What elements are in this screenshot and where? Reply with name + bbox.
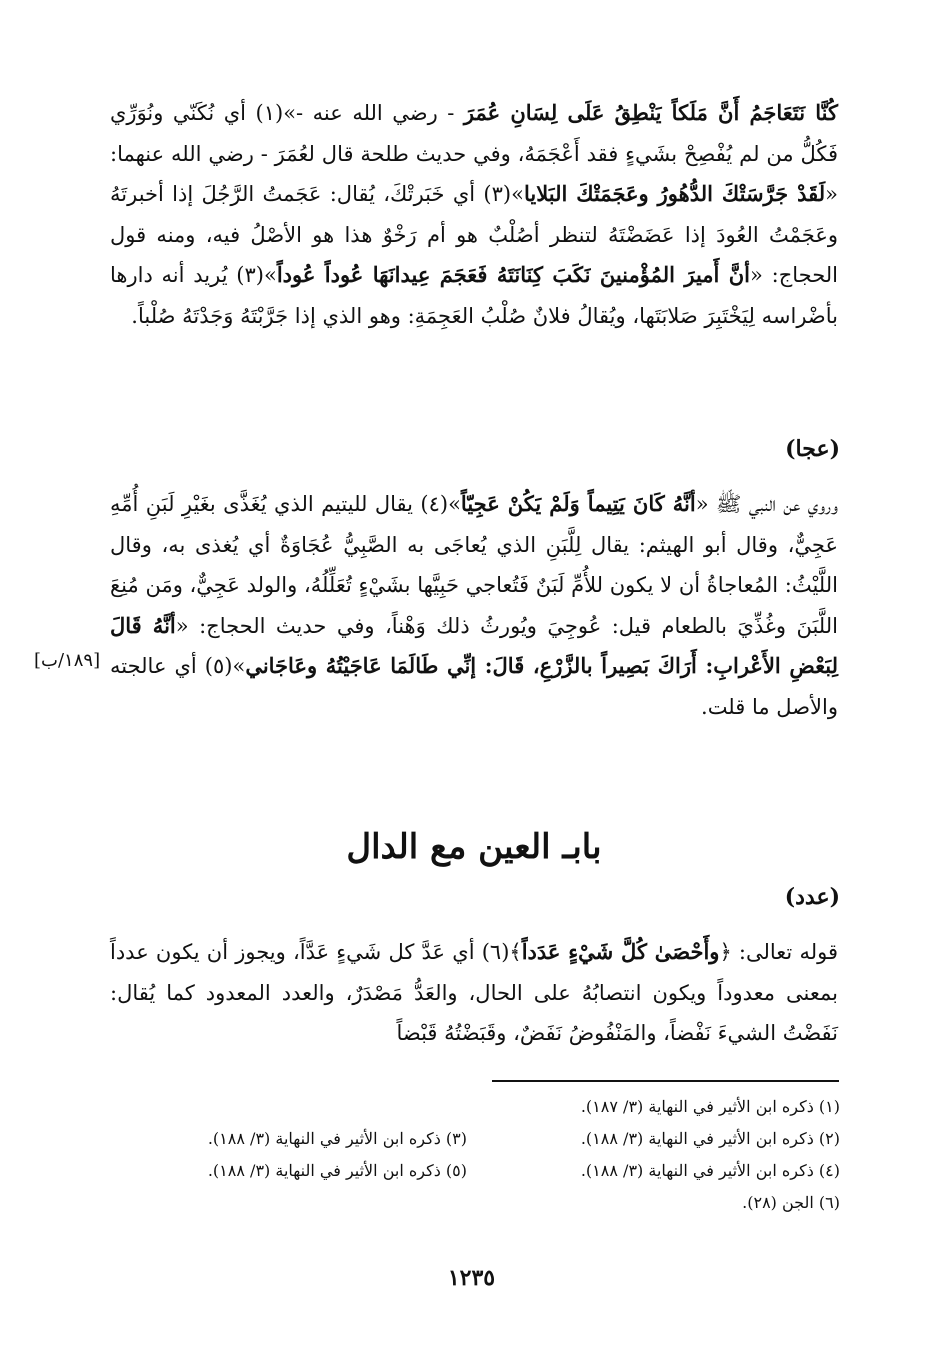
text-block-ajam [110,93,838,337]
footnote-2: (٢) ذكره ابن الأثير في النهاية (٣/ ١٨٨). [580,1129,840,1148]
body-text: - رضي الله عنه -»(١) أي نُكَنّي ونُوَرِّي فَكُلُّ من لم يُفْصِحْ بشَيءٍ فقد أَعْجَمَهُ، وفي حديث طلحة قال لعُمَرَ - رضي الله عنهما: « [110,101,838,207]
paragraph-adad [110,932,838,1054]
footnote-6: (٦) الجن (٢٨). [742,1193,840,1212]
paragraph-aja [110,484,838,728]
quoted-text: لَقَدْ جَرَّسَتْكَ الدُّهُورُ وعَجَمَتْكَ البَلايا [523,181,826,207]
quoted-text: أنَّهُ كَانَ يَتِيماً وَلَمْ يَكُنْ عَجِيّاً [460,491,696,516]
margin-folio-note: [١٨٩/ب] [34,650,101,671]
footnote-separator [492,1080,839,1082]
text-block-adad [110,932,838,1054]
footnote-1: (١) ذكره ابن الأثير في النهاية (٣/ ١٨٧). [580,1097,840,1116]
body-text: »(٣) يُريد أنه دارها بأضْراسه لِيَخْتَبِرَ صَلابَتَها، ويُقالُ فلانٌ صُلْبُ العَجِمَةِ: وهو الذي إذا جَرَّبْتَهُ وَجَدْتَهُ صُلْباً. [110,263,838,328]
body-text: وروي عن النبي ﷺ « [695,492,838,516]
footnote-4: (٤) ذكره ابن الأثير في النهاية (٣/ ١٨٨). [580,1161,840,1180]
body-text: »(٣) أي خَبَرتْكَ، يُقال: عَجَمتُ الرَّجُلَ إذا أخبرتَهُ وعَجَمْتُ العُودَ إذا عَضَضْتَهُ لتنظر أصُلْبٌ هو أم رَخْوٌ هذا هو الأصْلُ فيه، ومنه قول الحجاج: « [110,182,838,288]
quoted-text: وأَحْصَىٰ كُلَّ شَيْءٍ عَدَداً [521,939,720,964]
body-text: »(٤) يقال لليتيم الذي يُغَذَّى بغَيْرِ لَبَنِ أُمِّهِ عَجِيٌّ، وقال أبو الهيثم: يقال لِلَّبَنِ الذي يُعاجَى به الصَّبِيُّ عُجَاوَةٌ أي يُغذى به، وقال اللَّيْثُ: المُعاجاةُ أن لا يكون للأُمِّ لَبَنٌ فَتُعاجي حَبِيَّها بشَيْءٍ تُعَلِّلُهُ، والولد عَجِيٌّ، ومَن مُنِعَ اللَّبَنَ وغُذِّيَ بالطعام قيل: عُوجِيَ ويُورثُ ذلك وَهْناً، وفي حديث الحجاج: « [110,492,838,638]
body-text: قوله تعالى: ﴿ [719,940,838,964]
quoted-text: أنَّ أَميرَ المُؤْمنينَ نَكَبَ كِنَانَتَهُ فَعَجَمَ عِيدانَهَا عُوداً عُوداً [276,262,751,288]
body-text: ﴾(٦) أي عَدَّ كل شَيءٍ عَدَّاً، ويجوز أن يكون عدداً بمعنى معدوداً ويكون انتصابُهُ على الحال، والعَدُّ مَصْدَرٌ، والعدد المعدود كما يُقال: نَفَضْتُ الشيءَ نَفْضاً، والمَنْفُوضُ نَفَضٌ، وقَبَضْتُهُ قَبْضاً [110,940,838,1046]
entry-heading-aja: (عجا) [785,436,840,462]
entry-heading-adad: (عدد) [784,884,840,910]
footnote-5: (٥) ذكره ابن الأثير في النهاية (٣/ ١٨٨). [207,1161,467,1180]
quoted-text: كُنَّا نَتَعَاجَمُ أَنَّ مَلَكاً يَنْطِقُ عَلَى لِسَانِ عُمَرَ [463,100,839,125]
text-block-aja [110,484,838,728]
footnote-3: (٣) ذكره ابن الأثير في النهاية (٣/ ١٨٨). [207,1129,467,1148]
quoted-text: أنَّهُ قَالَ لِبَعْضِ الأَعْرابِ: أَرَاكَ بَصِيراً بالزَّرْعِ، قَالَ: إنِّي طَالَمَا عَاجَيْتُهُ وعَاجَاني [110,612,839,679]
paragraph-ajam [110,93,838,337]
page-number: ١٢٣٥ [447,1265,496,1291]
body-text: »(٥) أي عالجته والأصل ما قلت. [110,654,838,719]
chapter-title: بابـ العين مع الدال [346,827,602,867]
